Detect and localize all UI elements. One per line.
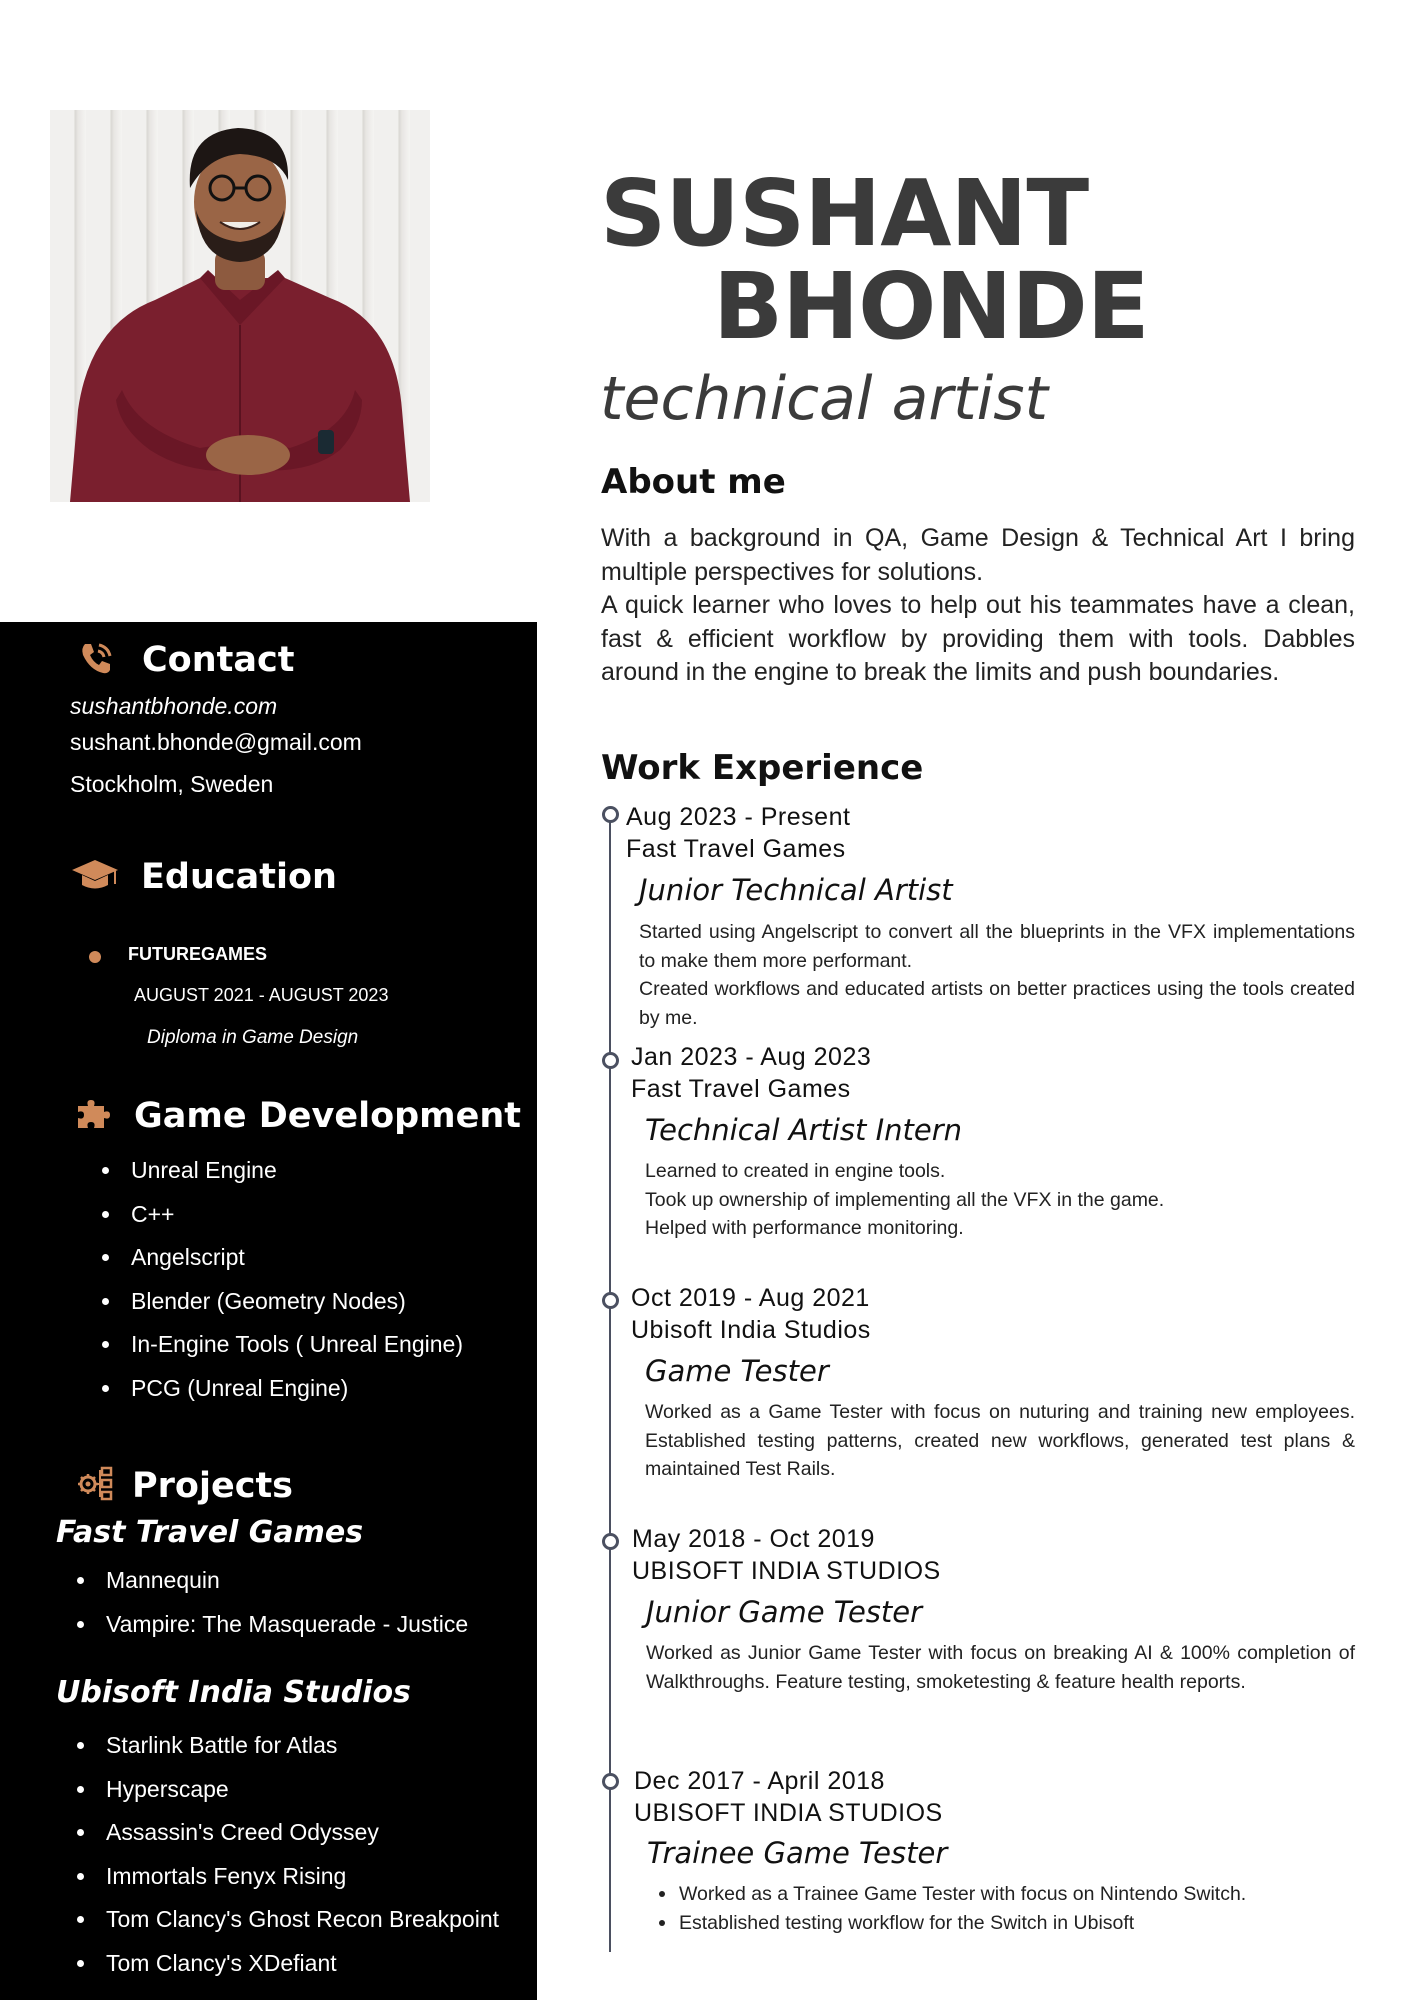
- left-sidebar: [0, 622, 537, 2000]
- list-item: Worked as a Trainee Game Tester with focus on Nintendo Switch.: [647, 1880, 1355, 1909]
- profile-photo: [50, 110, 430, 502]
- job-description: [646, 1639, 1355, 1696]
- project-list: [77, 1730, 499, 1992]
- job-company: UBISOFT INDIA STUDIOS: [632, 1557, 941, 1585]
- list-item: Vampire: The Masquerade - Justice: [77, 1609, 468, 1653]
- job-title: Junior Game Tester: [646, 1595, 923, 1629]
- education-section-header: [71, 857, 337, 897]
- job-date: Dec 2017 - April 2018: [634, 1767, 885, 1795]
- timeline-dot: [602, 1052, 619, 1069]
- job-description: [639, 918, 1355, 1032]
- job-date: Jan 2023 - Aug 2023: [631, 1043, 872, 1071]
- job-description-line: Worked as Junior Game Tester with focus on breaking AI & 100% completion of Walkthroughs. Feature testing, smoketesting & feature health reports.: [646, 1642, 1355, 1693]
- list-item: C++: [102, 1199, 463, 1243]
- timeline-dot: [602, 1292, 619, 1309]
- job-description-line: Worked as a Game Tester with focus on nuturing and training new employees. Established testing patterns, created new workflows, generated test plans & maintained Test Rails.: [645, 1401, 1355, 1480]
- projects-section-header: [76, 1465, 293, 1507]
- timeline-dot: [602, 1773, 619, 1790]
- education-dates: AUGUST 2021 - AUGUST 2023: [134, 985, 389, 1005]
- phone-icon: [78, 640, 114, 680]
- job-title: Technical Artist Intern: [645, 1113, 963, 1147]
- last-name: BHONDE: [713, 253, 1149, 360]
- work-experience-heading: Work Experience: [601, 748, 924, 788]
- list-item: Tom Clancy's Ghost Recon Breakpoint: [77, 1904, 499, 1948]
- job-description: [645, 1398, 1355, 1484]
- location-text: Stockholm, Sweden: [70, 771, 274, 797]
- job-role-subtitle: technical artist: [600, 364, 1049, 434]
- job-company: UBISOFT INDIA STUDIOS: [634, 1799, 943, 1827]
- game-dev-section-header: [76, 1096, 521, 1136]
- job-company: Fast Travel Games: [631, 1075, 851, 1103]
- job-company: Fast Travel Games: [626, 835, 846, 863]
- timeline-dot: [602, 806, 619, 823]
- gear-flowchart-icon: [76, 1465, 114, 1507]
- contact-heading: Contact: [142, 640, 295, 680]
- list-item: Hyperscape: [77, 1774, 499, 1818]
- list-item: Angelscript: [102, 1242, 463, 1286]
- job-description: [645, 1157, 1361, 1243]
- list-item: In-Engine Tools ( Unreal Engine): [102, 1329, 463, 1373]
- list-item: Mannequin: [77, 1565, 468, 1609]
- timeline-dot: [602, 1533, 619, 1550]
- list-item: PCG (Unreal Engine): [102, 1373, 463, 1417]
- about-heading: About me: [601, 462, 786, 502]
- job-date: Aug 2023 - Present: [626, 803, 851, 831]
- about-paragraph: A quick learner who loves to help out his teammates have a clean, fast & efficient workflow by providing them with tools. Dabbles around in the engine to break the limits and push boundaries.: [601, 591, 1355, 687]
- list-item: Starlink Battle for Atlas: [77, 1730, 499, 1774]
- list-item: Unreal Engine: [102, 1155, 463, 1199]
- about-paragraph: With a background in QA, Game Design & Technical Art I bring multiple perspectives for solutions.: [601, 524, 1355, 586]
- education-school: FUTUREGAMES: [128, 944, 267, 964]
- projects-heading: Projects: [132, 1466, 294, 1506]
- job-description-line: Took up ownership of implementing all the VFX in the game.: [645, 1188, 1165, 1211]
- project-studio-name: Fast Travel Games: [56, 1515, 364, 1550]
- game-dev-heading: Game Development: [134, 1096, 522, 1136]
- job-description-list: [647, 1880, 1355, 1937]
- list-item: Blender (Geometry Nodes): [102, 1286, 463, 1330]
- puzzle-icon: [76, 1098, 114, 1134]
- first-name: SUSHANT: [600, 160, 1089, 267]
- contact-section-header: [78, 640, 294, 680]
- email-link[interactable]: sushant.bhonde@gmail.com: [70, 729, 362, 755]
- job-date: Oct 2019 - Aug 2021: [631, 1284, 870, 1312]
- game-dev-skill-list: [102, 1155, 463, 1417]
- education-bullet: [89, 951, 101, 963]
- job-description-line: Created workflows and educated artists on better practices using the tools created by me.: [639, 978, 1355, 1029]
- list-item: Tom Clancy's XDefiant: [77, 1948, 499, 1992]
- job-title: Junior Technical Artist: [639, 873, 953, 907]
- job-description-line: Learned to created in engine tools.: [645, 1160, 946, 1182]
- education-degree: Diploma in Game Design: [147, 1027, 359, 1048]
- project-list: [77, 1565, 468, 1652]
- job-description-line: Helped with performance monitoring.: [645, 1217, 964, 1239]
- website-link[interactable]: sushantbhonde.com: [70, 693, 278, 719]
- job-description: [647, 1880, 1355, 1937]
- list-item: Assassin's Creed Odyssey: [77, 1817, 499, 1861]
- job-date: May 2018 - Oct 2019: [632, 1525, 875, 1553]
- list-item: Established testing workflow for the Switch in Ubisoft: [647, 1909, 1355, 1938]
- about-text: [601, 522, 1355, 690]
- list-item: Immortals Fenyx Rising: [77, 1861, 499, 1905]
- job-company: Ubisoft India Studios: [631, 1316, 871, 1344]
- graduation-cap-icon: [71, 858, 119, 896]
- job-description-line: Started using Angelscript to convert all the blueprints in the VFX implementations to make them more performant.: [639, 921, 1355, 972]
- job-title: Game Tester: [645, 1354, 829, 1388]
- project-studio-name: Ubisoft India Studios: [56, 1675, 411, 1710]
- job-title: Trainee Game Tester: [647, 1836, 948, 1870]
- education-heading: Education: [141, 857, 337, 897]
